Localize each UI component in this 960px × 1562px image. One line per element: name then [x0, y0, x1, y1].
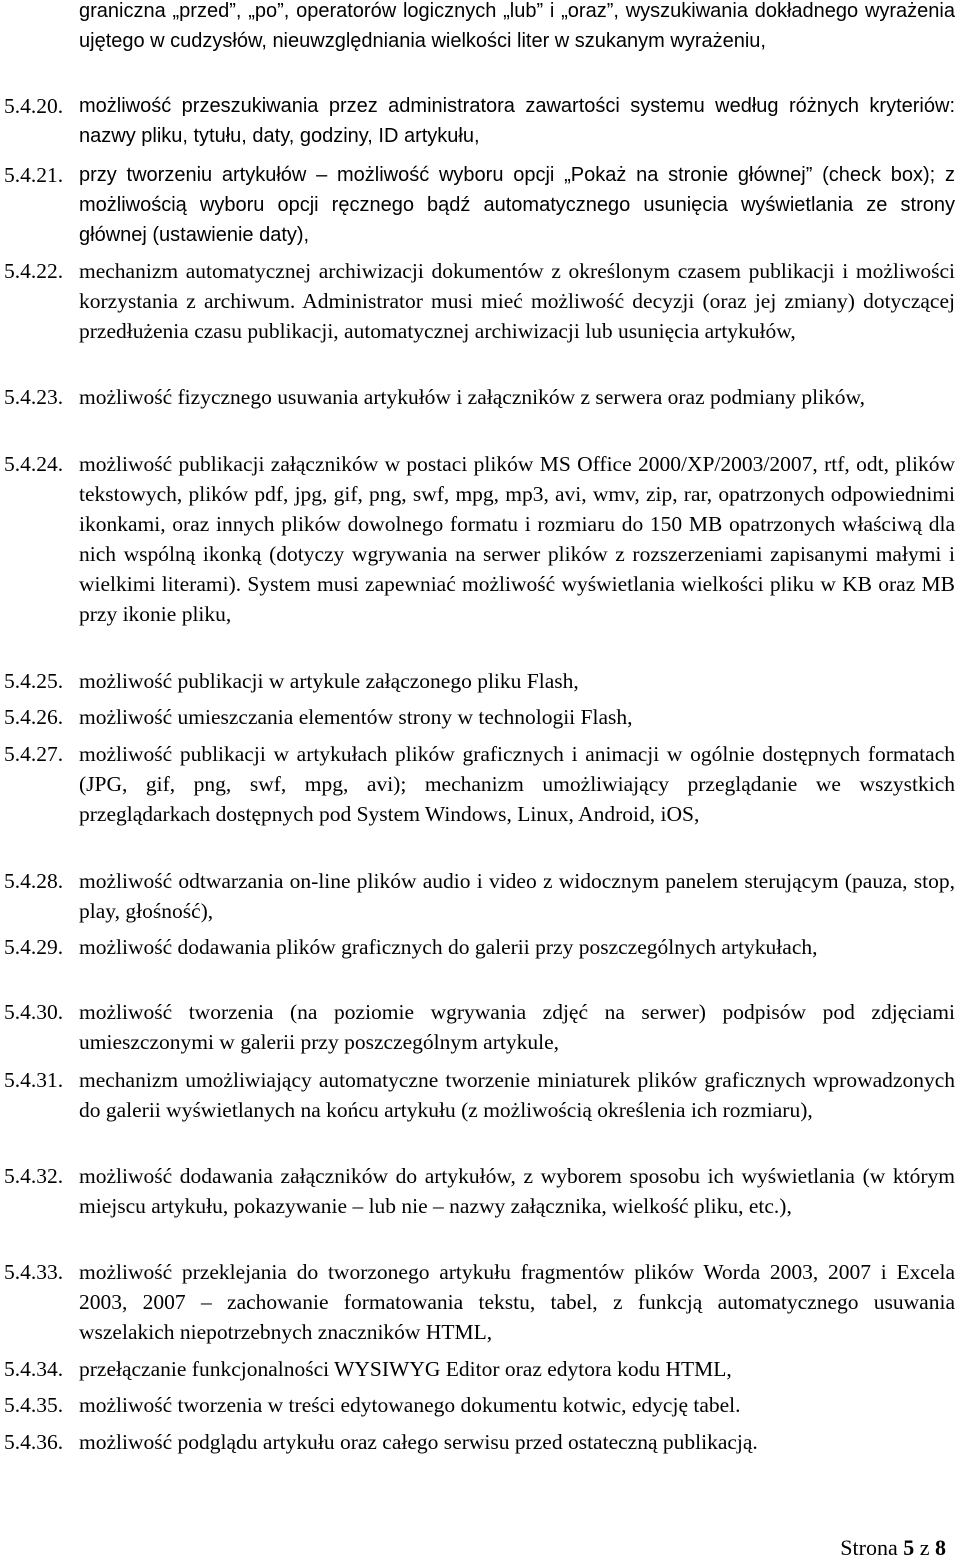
item-text: mechanizm umożliwiający automatyczne tworzenie miniaturek plików graficznych wprowadzonych do galerii wyświetlanych na końcu artykułu (z możliwością określenia ich rozmiaru), — [79, 1068, 955, 1122]
page-footer — [840, 1534, 946, 1562]
item-text: możliwość tworzenia (na poziomie wgrywania zdjęć na serwer) podpisów pod zdjęciami umieszczonymi w galerii przy poszczególnym artykule, — [79, 1000, 955, 1054]
item-number: 5.4.29. — [4, 935, 64, 959]
item-number: 5.4.23. — [4, 385, 64, 409]
list-item — [4, 91, 955, 151]
list-item — [4, 1390, 955, 1420]
list-item — [4, 997, 955, 1057]
page-of: z — [919, 1535, 930, 1560]
item-number: 5.4.28. — [4, 869, 64, 893]
item-number: 5.4.24. — [4, 452, 64, 476]
list-item — [4, 256, 955, 346]
item-number: 5.4.26. — [4, 705, 64, 729]
item-text: możliwość dodawania załączników do artykułów, z wyborem sposobu ich wyświetlania (w którym miejscu artykułu, pokazywanie – lub nie – nazwy załącznika, wielkość pliku, etc.), — [79, 1164, 955, 1218]
item-number: 5.4.36. — [4, 1430, 64, 1454]
item-text: możliwość publikacji w artykułach plików graficznych i animacji w ogólnie dostępnych formatach (JPG, gif, png, swf, mpg, avi); mechanizm umożliwiający przeglądanie we wszystkich przeglądarkach dostępnych pod System Windows, Linux, Android, iOS, — [79, 742, 955, 826]
list-item — [4, 1257, 955, 1347]
list-item — [4, 160, 955, 250]
list-item — [4, 1161, 955, 1221]
item-number: 5.4.35. — [4, 1393, 64, 1417]
item-text: przy tworzeniu artykułów – możliwość wyboru opcji „Pokaż na stronie głównej” (check box); z możliwością wyboru opcji ręcznego bądź automatycznego usunięcia wyświetlania ze strony głównej (ustawienie daty), — [79, 164, 955, 246]
item-text: możliwość przeszukiwania przez administratora zawartości systemu według różnych kryteriów: nazwy pliku, tytułu, daty, godziny, ID artykułu, — [79, 95, 955, 147]
item-number: 5.4.22. — [4, 259, 64, 283]
item-text: możliwość tworzenia w treści edytowanego dokumentu kotwic, edycję tabel. — [79, 1393, 741, 1417]
item-number: 5.4.34. — [4, 1357, 64, 1381]
page-number: 5 — [903, 1535, 915, 1560]
item-number: 5.4.21. — [4, 163, 64, 187]
list-item — [4, 666, 955, 696]
item-number: 5.4.27. — [4, 742, 64, 766]
item-text: możliwość odtwarzania on-line plików audio i video z widocznym panelem sterującym (pauza, stop, play, głośność), — [79, 869, 955, 923]
item-number: 5.4.20. — [4, 94, 64, 118]
item-text: przełączanie funkcjonalności WYSIWYG Editor oraz edytora kodu HTML, — [79, 1357, 732, 1381]
item-text: mechanizm automatycznej archiwizacji dokumentów z określonym czasem publikacji i możliwości korzystania z archiwum. Administrator musi mieć możliwość decyzji (oraz jej zmiany) dotyczącej przedłużenia czasu publikacji, automatycznej archiwizacji lub usunięcia artykułów, — [79, 259, 955, 343]
item-text: możliwość przeklejania do tworzonego artykułu fragmentów plików Worda 2003, 2007 i Excela 2003, 2007 – zachowanie formatowania tekstu, tabel, z funkcją automatycznego usuwania wszelakich niepotrzebnych znaczników HTML, — [79, 1260, 955, 1344]
item-number: 5.4.30. — [4, 1000, 64, 1024]
page-total: 8 — [935, 1535, 946, 1560]
list-item — [4, 702, 955, 732]
list-item — [4, 739, 955, 829]
list-item — [4, 932, 955, 962]
list-item — [4, 382, 955, 412]
item-text: możliwość umieszczania elementów strony w technologii Flash, — [79, 705, 633, 729]
item-text: możliwość dodawania plików graficznych do galerii przy poszczególnych artykułach, — [79, 935, 818, 959]
list-item — [4, 1354, 955, 1384]
continued-paragraph: graniczna „przed”, „po”, operatorów logicznych „lub” i „oraz”, wyszukiwania dokładnego wyrażenia ujętego w cudzysłów, nieuwzględniania wielkości liter w szukanym wyrażeniu, — [79, 0, 955, 52]
list-item — [4, 1427, 955, 1457]
item-number: 5.4.31. — [4, 1068, 64, 1092]
item-text: możliwość podglądu artykułu oraz całego serwisu przed ostateczną publikacją. — [79, 1430, 758, 1454]
item-number: 5.4.33. — [4, 1260, 64, 1284]
item-text: możliwość publikacji załączników w postaci plików MS Office 2000/XP/2003/2007, rtf, odt, plików tekstowych, plików pdf, jpg, gif, png, swf, mpg, mp3, avi, wmv, zip, rar, opatrzonych odpowiednimi ikonkami, oraz innych plików dowolnego formatu i rozmiaru do 150 MB opatrzonych właściwą dla nich wspólną ikonką (dotyczy wgrywania na serwer plików z rozszerzeniami zapisanymi małymi i wielkimi literami). System musi zapewniać możliwość wyświetlania wielkości pliku w KB oraz MB przy ikonie pliku, — [79, 452, 955, 626]
item-number: 5.4.32. — [4, 1164, 64, 1188]
list-item — [4, 1065, 955, 1125]
list-item — [4, 866, 955, 926]
list-item — [4, 449, 955, 629]
item-number: 5.4.25. — [4, 669, 64, 693]
item-text: możliwość fizycznego usuwania artykułów i załączników z serwera oraz podmiany plików, — [79, 385, 866, 409]
item-text: możliwość publikacji w artykule załączonego pliku Flash, — [79, 669, 579, 693]
page-label: Strona — [840, 1535, 898, 1560]
